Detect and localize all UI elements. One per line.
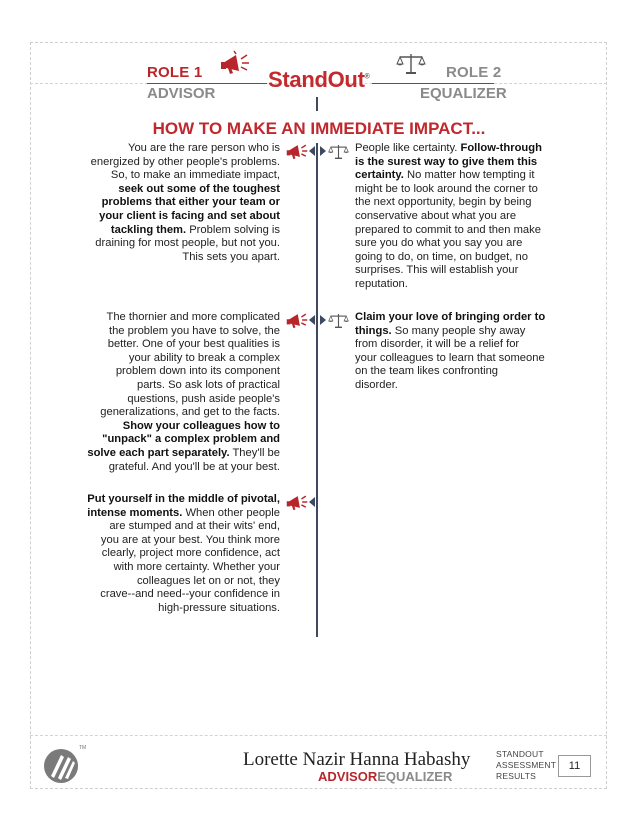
bold-phrase: problems that either your team or <box>101 196 280 209</box>
text-line <box>70 420 280 434</box>
right-arrow-icon <box>320 146 326 156</box>
bold-phrase: Follow-through <box>460 142 542 154</box>
text-run: from disorder, it will be a relief for <box>355 338 520 351</box>
text-run: better. One of your best qualities is <box>107 338 280 351</box>
text-line <box>70 602 280 616</box>
text-run: you are at your best. You think more <box>100 533 280 546</box>
bold-phrase: intense moments. <box>87 506 183 519</box>
role1-name: ADVISOR <box>147 85 216 102</box>
bold-phrase: certainty. <box>355 169 404 182</box>
text-run: clearly, project more confidence, act <box>101 547 280 560</box>
text-line <box>70 447 280 461</box>
text-line <box>70 433 280 447</box>
text-run: the problem you have to solve, the <box>108 324 280 337</box>
text-line <box>70 520 280 534</box>
scales-icon <box>328 313 349 329</box>
center-divider-main <box>316 143 318 637</box>
text-run: You are the rare person who is <box>128 142 280 154</box>
logo-registered-mark: ® <box>364 73 370 81</box>
standout-logo <box>268 67 369 93</box>
text-run: colleagues let on or not, they <box>136 574 280 587</box>
text-run: grateful. And you'll be at your best. <box>108 460 280 473</box>
text-run: When other people <box>182 506 280 519</box>
text-run: energized by other people's problems. <box>90 155 280 168</box>
bold-phrase: seek out some of the toughest <box>118 182 280 195</box>
text-run: They'll be <box>229 446 280 459</box>
text-line <box>70 210 280 224</box>
megaphone-icon <box>286 492 308 512</box>
text-run: with more certainty. Whether your <box>113 560 280 573</box>
text-line <box>70 196 280 210</box>
text-run: reputation. <box>355 277 408 290</box>
role-combo-advisor: ADVISOR <box>318 769 378 784</box>
text-line <box>70 237 280 251</box>
text-line <box>70 352 280 366</box>
bold-phrase: Claim your love of bringing order to <box>355 311 546 323</box>
text-line <box>70 406 280 420</box>
text-run: generalizations, and get to the facts. <box>100 406 280 419</box>
text-line <box>355 210 561 224</box>
text-line <box>355 365 561 379</box>
text-line <box>70 547 280 561</box>
text-run: your ability to break a complex <box>128 351 280 364</box>
header-rule-left <box>147 83 267 84</box>
bold-phrase: your client is facing and set about <box>99 209 280 222</box>
scales-icon <box>328 144 349 160</box>
text-line <box>355 311 561 325</box>
bold-phrase: things. <box>355 324 392 337</box>
text-line <box>355 183 561 197</box>
text-line <box>70 338 280 352</box>
text-line <box>355 156 561 170</box>
text-line <box>355 224 561 238</box>
text-run: This sets you apart. <box>182 250 280 263</box>
text-line <box>70 224 280 238</box>
section-headline: HOW TO MAKE AN IMMEDIATE IMPACT... <box>152 119 486 138</box>
header-rule-right <box>372 83 494 84</box>
advisor-text-3 <box>70 493 280 615</box>
report-label-line: RESULTS <box>496 771 536 781</box>
report-label <box>496 749 556 782</box>
text-line <box>355 352 561 366</box>
report-label-line: STANDOUT <box>496 749 544 759</box>
text-line <box>355 251 561 265</box>
text-run: on the team likes confronting <box>355 365 499 378</box>
megaphone-icon <box>220 50 250 76</box>
text-line <box>355 278 561 292</box>
text-line <box>70 251 280 265</box>
text-line <box>70 588 280 602</box>
equalizer-text-1 <box>355 142 561 292</box>
client-name: Lorette Nazir Hanna Habashy <box>243 749 471 770</box>
guide-line-bottom <box>30 735 607 736</box>
left-arrow-icon <box>309 497 315 507</box>
text-line <box>70 507 280 521</box>
right-arrow-icon <box>320 315 326 325</box>
megaphone-icon <box>286 141 308 161</box>
text-line <box>70 493 280 507</box>
text-run: surprises. This will establish your <box>355 264 519 277</box>
text-run: high-pressure situations. <box>158 601 280 614</box>
text-run: crave--and need--your confidence in <box>100 588 280 601</box>
role2-label: ROLE 2 <box>446 64 502 81</box>
bold-phrase: tackling them. <box>110 223 187 236</box>
text-run: parts. So ask lots of practical <box>136 378 280 391</box>
text-run: the next opportunity, begin by being <box>355 196 532 209</box>
text-line <box>70 365 280 379</box>
text-line <box>70 156 280 170</box>
text-line <box>355 196 561 210</box>
bold-phrase: "unpack" a complex problem and <box>102 433 280 446</box>
megaphone-icon <box>286 310 308 330</box>
text-line <box>70 379 280 393</box>
text-run: conservative about what you are <box>355 209 517 222</box>
text-line <box>70 142 280 156</box>
text-run: draining for most people, but not you. <box>95 237 280 250</box>
role-combo <box>318 769 452 784</box>
text-run: The thornier and more complicated <box>106 311 280 323</box>
bold-phrase: is the surest way to give them this <box>355 155 538 168</box>
text-run: Problem solving is <box>186 223 280 236</box>
equalizer-text-2 <box>355 311 561 393</box>
text-run: prepared to commit to and then make <box>355 223 541 236</box>
text-line <box>355 325 561 339</box>
text-line <box>70 393 280 407</box>
advisor-text-1 <box>70 142 280 264</box>
text-run: questions, push aside people's <box>127 392 280 405</box>
trademark-mark: TM <box>79 745 87 751</box>
text-run: your colleagues to learn that someone <box>355 351 545 364</box>
role2-name: EQUALIZER <box>420 85 507 102</box>
text-line <box>70 534 280 548</box>
text-run: No matter how tempting it <box>403 169 535 182</box>
text-run: So many people shy away <box>391 324 526 337</box>
text-run: might be to look around the corner to <box>355 182 538 195</box>
center-divider <box>316 97 318 111</box>
text-line <box>355 142 561 156</box>
text-line <box>355 338 561 352</box>
text-line <box>70 169 280 183</box>
scales-icon <box>396 53 426 75</box>
text-run: People like certainty. <box>355 142 461 154</box>
text-run: are stumped and at their wits' end, <box>109 520 280 533</box>
text-line <box>355 237 561 251</box>
text-run: going to do, on time, on budget, no <box>355 250 528 263</box>
role1-label: ROLE 1 <box>147 64 203 81</box>
text-line <box>355 264 561 278</box>
standout-circle-logo <box>41 745 83 785</box>
text-line <box>70 183 280 197</box>
text-line <box>70 561 280 575</box>
report-label-line: ASSESSMENT <box>496 760 557 770</box>
text-line <box>70 311 280 325</box>
text-run: sure you do what you say you are <box>355 237 523 250</box>
page-number: 11 <box>558 755 591 777</box>
text-line <box>70 575 280 589</box>
left-arrow-icon <box>309 315 315 325</box>
text-run: So, to make an immediate impact, <box>110 169 280 182</box>
left-arrow-icon <box>309 146 315 156</box>
text-run: problem down into its component <box>115 365 280 378</box>
bold-phrase: Show your colleagues how to <box>122 419 280 432</box>
bold-phrase: Put yourself in the middle of pivotal, <box>87 493 280 505</box>
text-line <box>355 379 561 393</box>
role-combo-equalizer: EQUALIZER <box>377 769 453 784</box>
bold-phrase: solve each part separately. <box>87 446 230 459</box>
text-line <box>355 169 561 183</box>
advisor-text-2 <box>70 311 280 474</box>
logo-text: StandOut <box>268 67 365 92</box>
text-line <box>70 325 280 339</box>
text-run: disorder. <box>355 378 398 391</box>
text-line <box>70 461 280 475</box>
